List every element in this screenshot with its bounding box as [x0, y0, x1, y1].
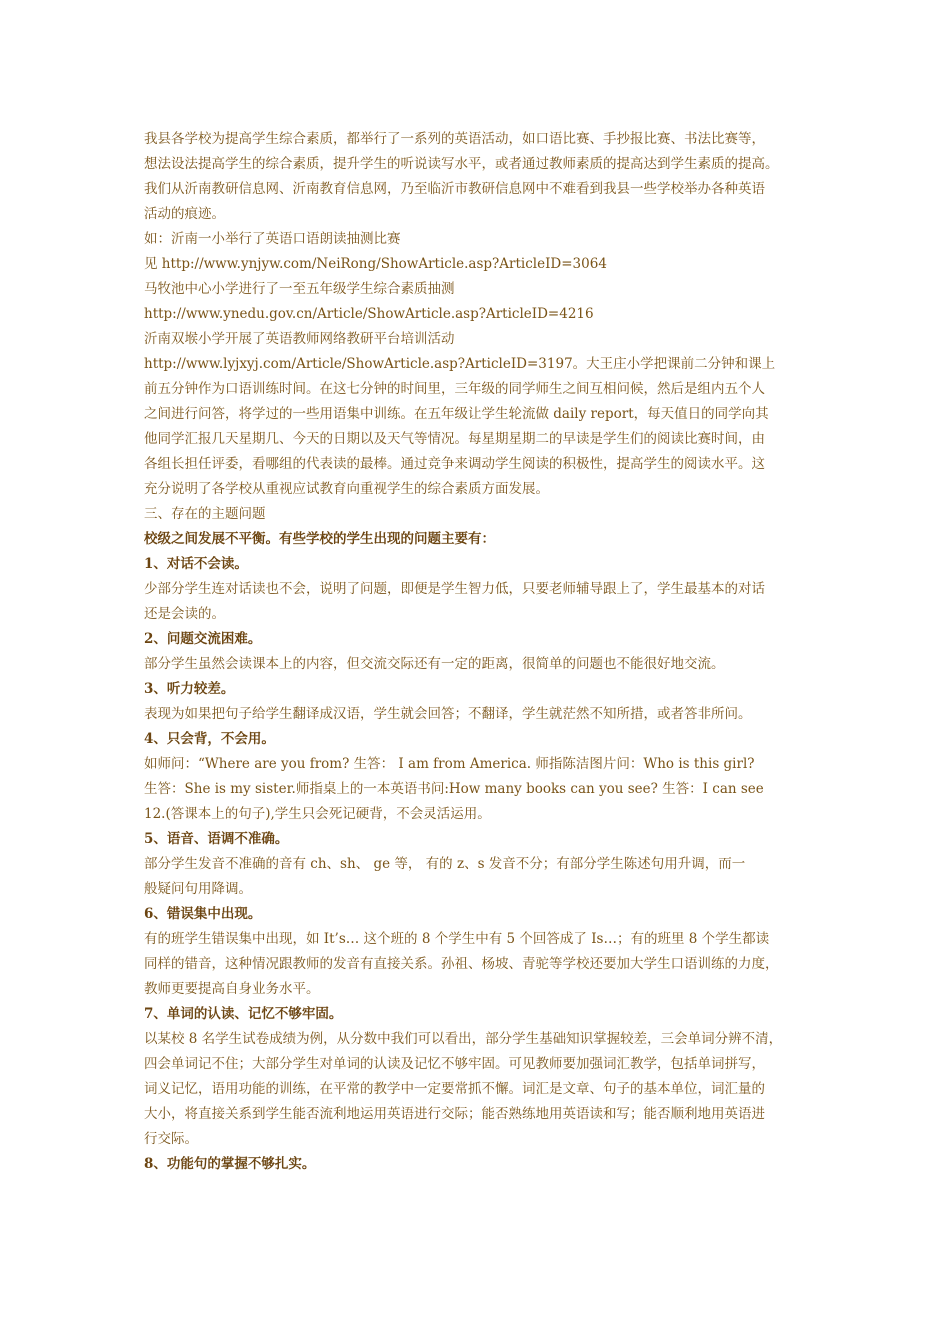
text-line: 我们从沂南教研信息网、沂南教育信息网，乃至临沂市教研信息网中不难看到我县一些学校举办各种英语: [144, 181, 765, 197]
section-heading: 4、只会背，不会用。: [144, 731, 275, 747]
text-line: 如：沂南一小举行了英语口语朗读抽测比赛: [144, 231, 401, 247]
text-line: 如师问：“Where are you from? 生答： I am from America. 师指陈洁图片问：Who is this girl?: [144, 756, 755, 772]
text-line: 四会单词记不住；大部分学生对单词的认读及记忆不够牢固。可见教师要加强词汇教学，包括单词拼写，: [144, 1056, 765, 1072]
text-line: http://www.lyjxyj.com/Article/ShowArticle.asp?ArticleID=3197。大王庄小学把课前二分钟和课上: [144, 356, 776, 372]
section-heading: 2、问题交流困难。: [144, 631, 262, 647]
text-line: 少部分学生连对话读也不会，说明了问题，即便是学生智力低，只要老师辅导跟上了，学生最基本的对话: [144, 581, 765, 597]
document-body: [144, 127, 816, 1177]
text-line: 有的班学生错误集中出现，如 It’s… 这个班的 8 个学生中有 5 个回答成了 Is…；有的班里 8 个学生都读: [144, 931, 770, 947]
text-line: 我县各学校为提高学生综合素质，都举行了一系列的英语活动，如口语比赛、手抄报比赛、书法比赛等，: [144, 131, 765, 147]
text-line: 他同学汇报几天星期几、今天的日期以及天气等情况。每星期星期二的早读是学生们的阅读比赛时间，由: [144, 431, 765, 447]
text-line: 活动的痕迹。: [144, 206, 225, 222]
text-line: 大小，将直接关系到学生能否流利地运用英语进行交际；能否熟练地用英语读和写；能否顺利地用英语进: [144, 1106, 765, 1122]
section-heading: 校级之间发展不平衡。有些学校的学生出现的问题主要有：: [144, 531, 495, 547]
text-line: 见 http://www.ynjyw.com/NeiRong/ShowArticle.asp?ArticleID=3064: [144, 256, 607, 272]
section-heading: 5、语音、语调不准确。: [144, 831, 289, 847]
text-line: 各组长担任评委，看哪组的代表读的最棒。通过竞争来调动学生阅读的积极性，提高学生的阅读水平。这: [144, 456, 765, 472]
text-line: 12.(答课本上的句子),学生只会死记硬背，不会灵活运用。: [144, 806, 491, 822]
text-line: 部分学生虽然会读课本上的内容，但交流交际还有一定的距离，很简单的问题也不能很好地交流。: [144, 656, 725, 672]
section-heading: 1、对话不会读。: [144, 556, 248, 572]
section-heading: 6、错误集中出现。: [144, 906, 262, 922]
text-line: 三、存在的主题问题: [144, 506, 266, 522]
section-heading: 7、单词的认读、记忆不够牢固。: [144, 1006, 343, 1022]
text-line: 部分学生发音不准确的音有 ch、sh、 ge 等， 有的 z、s 发音不分；有部分学生陈述句用升调，而一: [144, 856, 746, 872]
section-heading: 8、功能句的掌握不够扎实。: [144, 1156, 316, 1172]
text-line: 表现为如果把句子给学生翻译成汉语，学生就会回答；不翻译，学生就茫然不知所措，或者答非所问。: [144, 706, 752, 722]
section-heading: 3、听力较差。: [144, 681, 235, 697]
text-line: 还是会读的。: [144, 606, 225, 622]
text-line: 马牧池中心小学进行了一至五年级学生综合素质抽测: [144, 281, 455, 297]
text-line: 同样的错音，这种情况跟教师的发音有直接关系。孙祖、杨坡、青驼等学校还要加大学生口语训练的力度，: [144, 956, 779, 972]
text-line: 想法设法提高学生的综合素质，提升学生的听说读写水平，或者通过教师素质的提高达到学生素质的提高。: [144, 156, 779, 172]
text-line: 行交际。: [144, 1131, 198, 1147]
text-line: 以某校 8 名学生试卷成绩为例，从分数中我们可以看出，部分学生基础知识掌握较差，三会单词分辨不清，: [144, 1031, 783, 1047]
text-line: 前五分钟作为口语训练时间。在这七分钟的时间里，三年级的同学师生之间互相问候，然后是组内五个人: [144, 381, 765, 397]
text-line: 般疑问句用降调。: [144, 881, 252, 897]
text-line: 词义记忆，语用功能的训练，在平常的教学中一定要常抓不懈。词汇是文章、句子的基本单位，词汇量的: [144, 1081, 765, 1097]
text-line: 生答：She is my sister.师指桌上的一本英语书问:How many books can you see? 生答：I can see: [144, 781, 764, 797]
text-line: 沂南双堠小学开展了英语教师网络教研平台培训活动: [144, 331, 455, 347]
text-line: 充分说明了各学校从重视应试教育向重视学生的综合素质方面发展。: [144, 481, 549, 497]
text-line: 教师更要提高自身业务水平。: [144, 981, 320, 997]
text-line: http://www.ynedu.gov.cn/Article/ShowArticle.asp?ArticleID=4216: [144, 306, 594, 322]
text-line: 之间进行问答，将学过的一些用语集中训练。在五年级让学生轮流做 daily report，每天值日的同学向其: [144, 406, 769, 422]
